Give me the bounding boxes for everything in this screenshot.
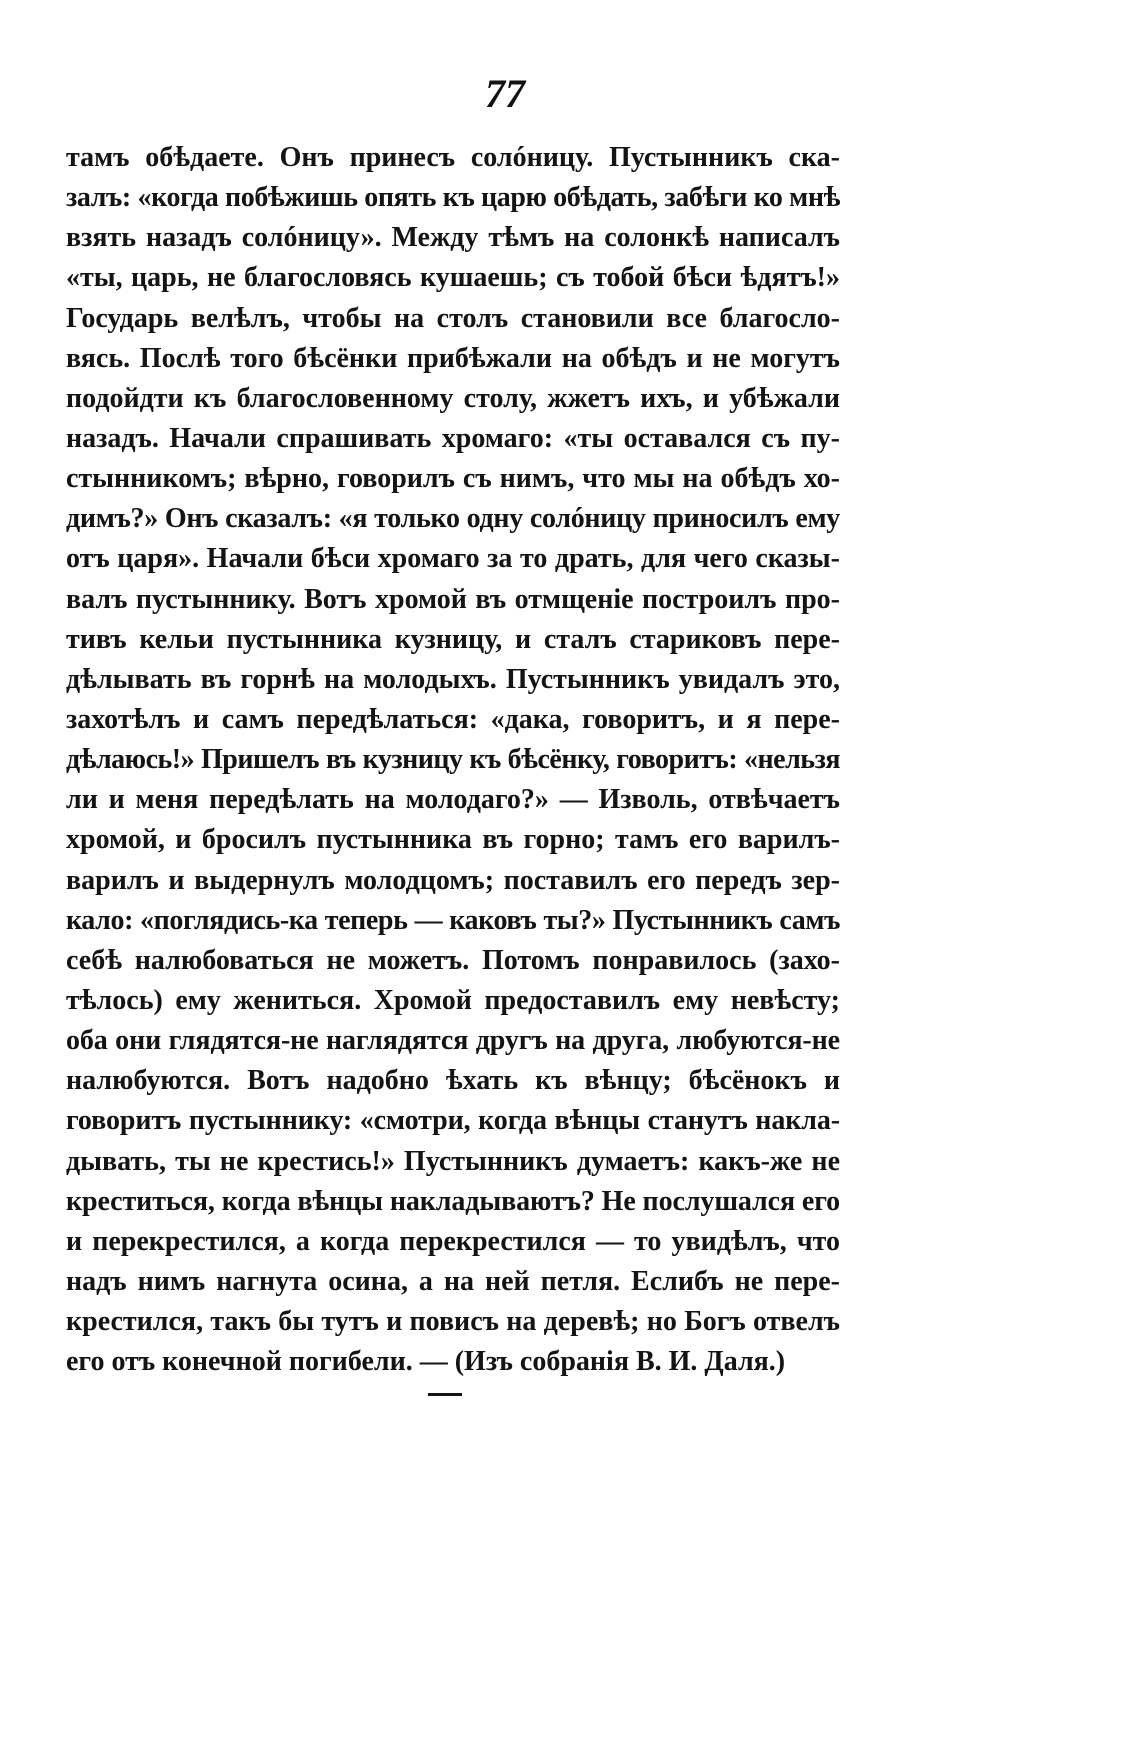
text-line: оба они глядятся-не наглядятся другъ на друга, любуются-не xyxy=(66,1025,840,1057)
text-line: надъ нимъ нагнута осина, а на ней петля. Еслибъ не пере- xyxy=(66,1265,840,1297)
text-line: говоритъ пустыннику: «смотри, когда вѣнцы станутъ накла- xyxy=(66,1105,840,1137)
text-line: «ты, царь, не благословясь кушаешь; съ тобой бѣси ѣдятъ!» xyxy=(66,262,840,294)
text-line: отъ царя». Начали бѣси хромаго за то драть, для чего сказы- xyxy=(66,543,840,575)
text-line: вясь. Послѣ того бѣсёнки прибѣжали на обѣдъ и не могутъ xyxy=(66,342,840,374)
text-line: хромой, и бросилъ пустынника въ горно; тамъ его варилъ- xyxy=(66,824,840,856)
text-line: тамъ обѣдаете. Онъ принесъ солóницу. Пустынникъ ска- xyxy=(66,142,840,173)
text-line: назадъ. Начали спрашивать хромаго: «ты оставался съ пу- xyxy=(66,422,840,454)
text-line: тѣлось) ему жениться. Хромой предоставилъ ему невѣсту; xyxy=(66,984,840,1016)
text-line: валъ пустыннику. Вотъ хромой въ отмщеніе построилъ про- xyxy=(66,583,840,615)
text-line: варилъ и выдернулъ молодцомъ; поставилъ его передъ зер- xyxy=(66,864,840,896)
text-line: захотѣлъ и самъ передѣлаться: «дака, говоритъ, и я пере- xyxy=(66,703,840,735)
text-line: ли и меня передѣлать на молодаго?» — Изволь, отвѣчаетъ xyxy=(66,784,840,816)
page-number: 77 xyxy=(485,71,525,116)
text-line: дѣлывать въ горнѣ на молодыхъ. Пустынникъ увидалъ это, xyxy=(66,663,840,695)
text-line: подойдти къ благословенному столу, жжетъ ихъ, и убѣжали xyxy=(66,382,840,414)
text-line: крестился, такъ бы тутъ и повисъ на деревѣ; но Богъ отвелъ xyxy=(66,1306,840,1338)
text-line: себѣ налюбоваться не можетъ. Потомъ понравилось (захо- xyxy=(66,944,840,976)
text-line: Государь велѣлъ, чтобы на столъ становили все благосло- xyxy=(66,302,840,334)
text-line: дывать, ты не крестись!» Пустынникъ думаетъ: какъ-же не xyxy=(66,1145,840,1177)
text-line: кало: «поглядись-ка теперь — каковъ ты?» Пустынникъ самъ xyxy=(66,904,840,936)
text-line: стынникомъ; вѣрно, говорилъ съ нимъ, что мы на обѣдъ хо- xyxy=(66,463,840,495)
text-line: и перекрестился, а когда перекрестился — то увидѣлъ, что xyxy=(66,1225,840,1257)
text-line: димъ?» Онъ сказалъ: «я только одну солóницу приносилъ ему xyxy=(66,503,840,535)
text-line: залъ: «когда побѣжишь опять къ царю обѣдать, забѣги ко мнѣ xyxy=(66,182,840,214)
text-line: креститься, когда вѣнцы накладываютъ? Не послушался его xyxy=(66,1185,841,1217)
text-line: налюбуются. Вотъ надобно ѣхать къ вѣнцу; бѣсёнокъ и xyxy=(66,1065,840,1097)
text-line: тивъ кельи пустынника кузницу, и сталъ стариковъ пере- xyxy=(66,623,840,655)
end-rule xyxy=(428,1393,462,1396)
body-text xyxy=(66,138,840,1382)
text-line: его отъ конечной погибели. — (Изъ собранія В. И. Даля.) xyxy=(66,1346,786,1378)
text-line: дѣлаюсь!» Пришелъ въ кузницу къ бѣсёнку, говоритъ: «нельзя xyxy=(66,744,840,776)
text-line: взять назадъ солóницу». Между тѣмъ на солонкѣ написалъ xyxy=(66,222,840,254)
